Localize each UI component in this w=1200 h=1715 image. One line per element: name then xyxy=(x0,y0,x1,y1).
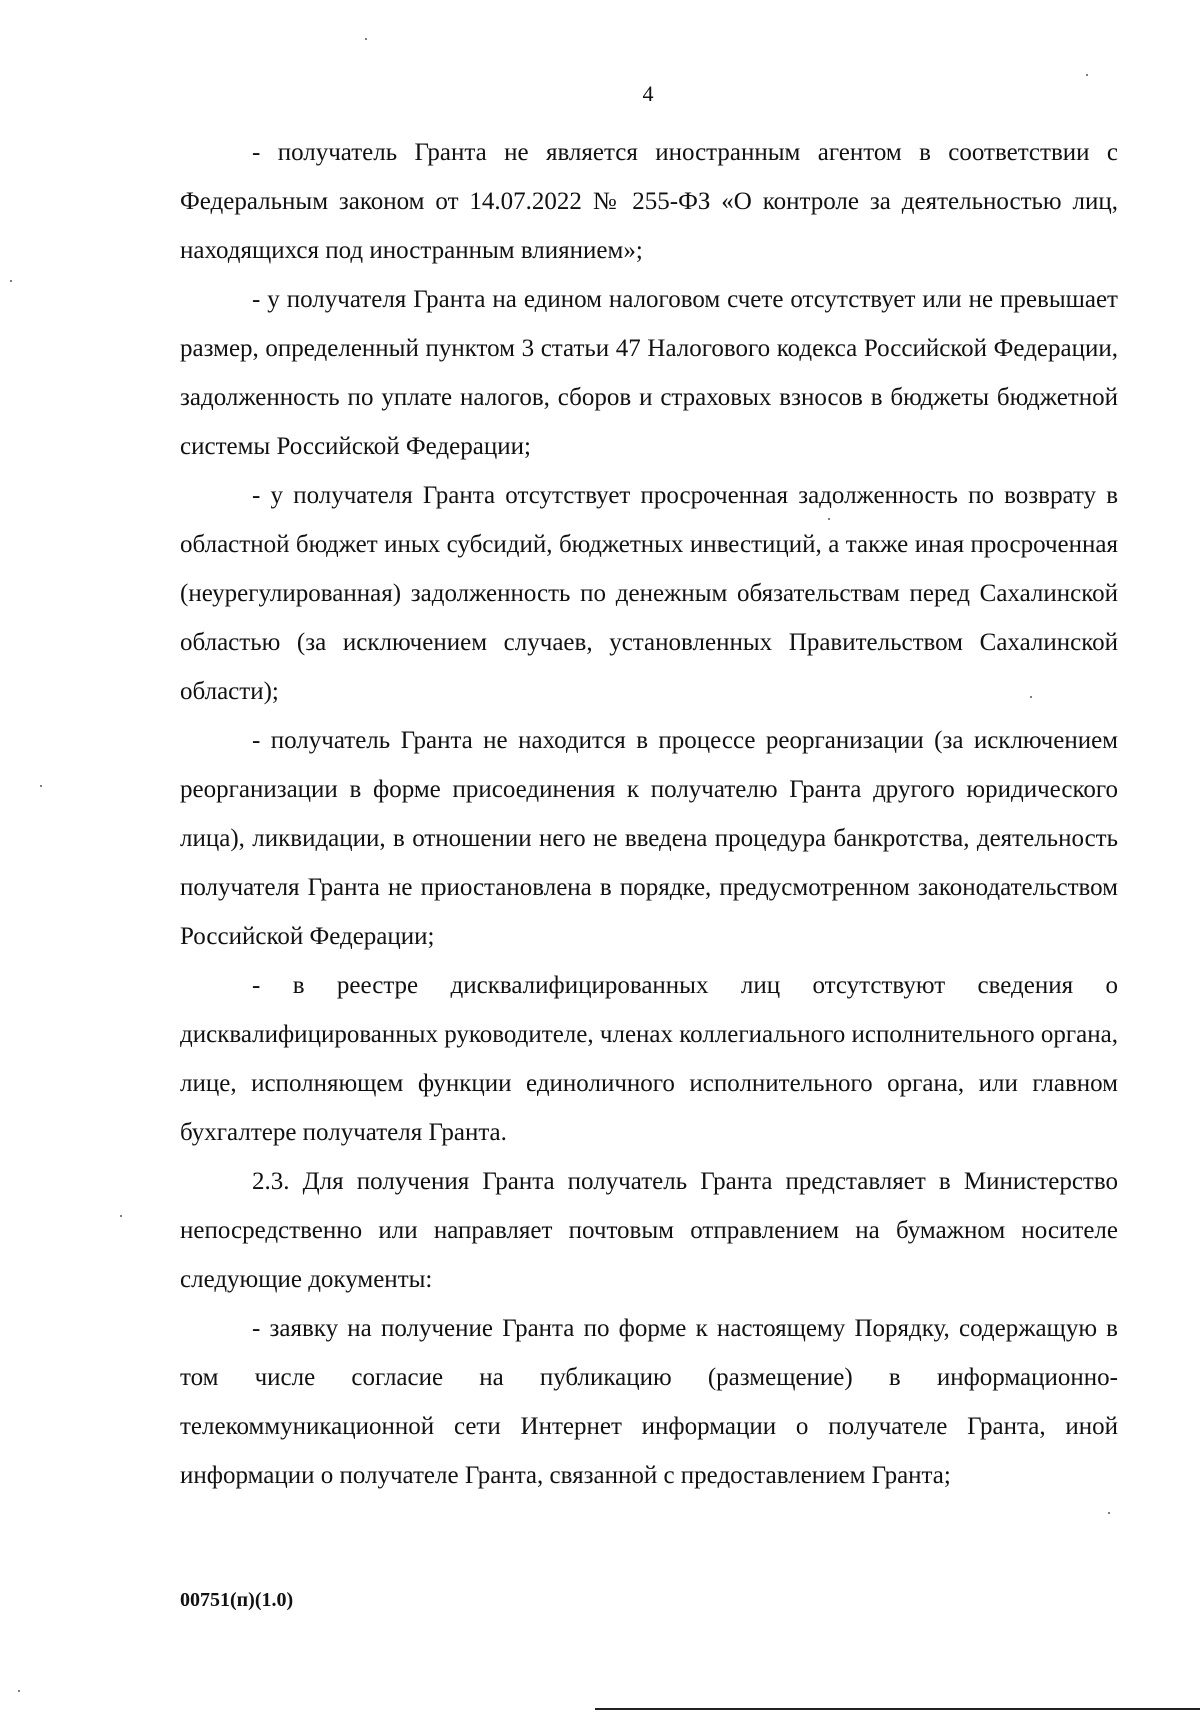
scan-speck xyxy=(828,518,830,520)
document-code: 00751(п)(1.0) xyxy=(180,1589,294,1611)
scan-speck xyxy=(10,280,12,282)
bottom-scan-edge xyxy=(595,1708,1200,1710)
paragraph-tax-debt: - у получателя Гранта на едином налоговом счете отсутствует или не превышает размер, определенный пунктом 3 статьи 47 Налогового кодекса Российской Федерации, задолженность по уплате налогов, сборов и страховых взносов в бюджеты бюджетной системы Российской Федерации; xyxy=(180,286,1118,460)
scan-speck xyxy=(1108,1512,1110,1514)
paragraph-section-2-3: 2.3. Для получения Гранта получатель Гранта представляет в Министерство непосредственно или направляет почтовым отправлением на бумажном носителе следующие документы: xyxy=(180,1168,1118,1293)
paragraph-reorganization: - получатель Гранта не находится в процессе реорганизации (за исключением реорганизации в форме присоединения к получателю Гранта другого юридического лица), ликвидации, в отношении него не введена процедура банкротства, деятельность получателя Гранта не приостановлена в порядке, предусмотренном законодательством Российской Федерации; xyxy=(180,727,1118,950)
scan-speck xyxy=(1086,74,1088,76)
scan-speck xyxy=(18,1690,20,1692)
paragraph-overdue-debt: - у получателя Гранта отсутствует просроченная задолженность по возврату в областной бюджет иных субсидий, бюджетных инвестиций, а также иная просроченная (неурегулированная) задолженность по денежным обязательствам перед Сахалинской областью (за исключением случаев, установленных Правительством Сахалинской области); xyxy=(180,482,1118,705)
scan-speck xyxy=(40,785,42,787)
page-number: 4 xyxy=(642,81,654,106)
paragraph-application: - заявку на получение Гранта по форме к настоящему Порядку, содержащую в том числе согласие на публикацию (размещение) в информационно-телекоммуникационной сети Интернет информации о получателе Гранта, иной информации о получателе Гранта, связанной с предоставлением Гранта; xyxy=(180,1315,1118,1489)
paragraph-foreign-agent: - получатель Гранта не является иностранным агентом в соответствии с Федеральным законом от 14.07.2022 № 255-ФЗ «О контроле за деятельностью лиц, находящихся под иностранным влиянием»; xyxy=(180,139,1118,264)
document-body xyxy=(180,128,1118,1500)
scan-speck xyxy=(1030,696,1032,698)
scan-speck xyxy=(120,1215,122,1217)
scan-speck xyxy=(365,38,367,40)
paragraph-disqualified-persons: - в реестре дисквалифицированных лиц отсутствуют сведения о дисквалифицированных руководителе, членах коллегиального исполнительного органа, лице, исполняющем функции единоличного исполнительного органа, или главном бухгалтере получателя Гранта. xyxy=(180,972,1118,1146)
